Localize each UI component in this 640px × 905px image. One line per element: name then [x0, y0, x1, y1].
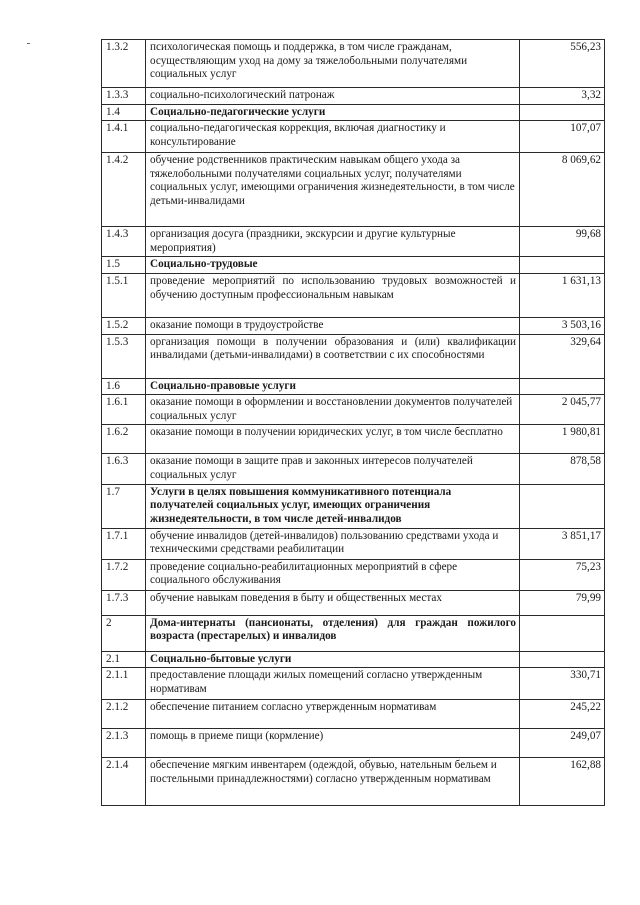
row-number: 1.5.3: [102, 334, 146, 378]
tariff-value: [520, 257, 605, 274]
service-description: психологическая помощь и поддержка, в том числе гражданам, осуществляющим уход на дому за тяжелобольными получателями социальных услуг: [146, 40, 520, 88]
service-row: [102, 334, 605, 378]
section-header-row: [102, 484, 605, 528]
row-number: 1.5: [102, 257, 146, 274]
service-row: [102, 668, 605, 700]
tariff-value: 75,23: [520, 559, 605, 590]
service-row: [102, 40, 605, 88]
row-number: 1.5.2: [102, 317, 146, 334]
section-header-row: [102, 651, 605, 668]
service-description: социально-психологический патронаж: [146, 88, 520, 105]
service-description: обучение навыкам поведения в быту и общественных местах: [146, 590, 520, 615]
row-number: 1.7.1: [102, 528, 146, 559]
service-description: социально-педагогическая коррекция, включая диагностику и консультирование: [146, 121, 520, 153]
service-row: [102, 454, 605, 484]
service-row: [102, 559, 605, 590]
tariff-value: 245,22: [520, 700, 605, 729]
service-description: обучение инвалидов (детей-инвалидов) пользованию средствами ухода и техническими средствами реабилитации: [146, 528, 520, 559]
tariff-value: 2 045,77: [520, 395, 605, 425]
service-description: предоставление площади жилых помещений согласно утвержденным нормативам: [146, 668, 520, 700]
scan-speck: [27, 43, 30, 44]
tariff-value: 162,88: [520, 758, 605, 806]
section-title: Социально-педагогические услуги: [146, 104, 520, 121]
service-description: проведение мероприятий по использованию трудовых возможностей и обучению доступным профессиональным навыкам: [146, 273, 520, 317]
row-number: 2: [102, 615, 146, 651]
row-number: 2.1: [102, 651, 146, 668]
service-description: обеспечение питанием согласно утвержденным нормативам: [146, 700, 520, 729]
tariff-value: 99,68: [520, 227, 605, 257]
row-number: 1.4: [102, 104, 146, 121]
tariff-value: [520, 615, 605, 651]
tariff-value: 3 851,17: [520, 528, 605, 559]
tariff-value: 330,71: [520, 668, 605, 700]
row-number: 1.7.3: [102, 590, 146, 615]
service-description: оказание помощи в трудоустройстве: [146, 317, 520, 334]
tariff-value: [520, 484, 605, 528]
row-number: 1.3.2: [102, 40, 146, 88]
tariff-value: 3 503,16: [520, 317, 605, 334]
service-description: организация досуга (праздники, экскурсии и другие культурные мероприятия): [146, 227, 520, 257]
service-row: [102, 121, 605, 153]
row-number: 1.4.3: [102, 227, 146, 257]
section-title: Социально-правовые услуги: [146, 378, 520, 395]
row-number: 1.4.2: [102, 153, 146, 227]
tariff-value: 249,07: [520, 729, 605, 758]
service-description: обеспечение мягким инвентарем (одеждой, обувью, нательным бельем и постельными принадлежностями) согласно утвержденным нормативам: [146, 758, 520, 806]
service-description: помощь в приеме пищи (кормление): [146, 729, 520, 758]
tariff-value: 8 069,62: [520, 153, 605, 227]
tariff-value: [520, 378, 605, 395]
service-row: [102, 729, 605, 758]
tariff-value: [520, 104, 605, 121]
service-description: оказание помощи в оформлении и восстановлении документов получателей социальных услуг: [146, 395, 520, 425]
row-number: 2.1.4: [102, 758, 146, 806]
section-title: Услуги в целях повышения коммуникативного потенциала получателей социальных услуг, имеющих ограничения жизнедеятельности, в том числе детей-инвалидов: [146, 484, 520, 528]
service-row: [102, 227, 605, 257]
row-number: 1.6.2: [102, 425, 146, 454]
service-description: организация помощи в получении образования и (или) квалификации инвалидами (детьми-инвалидами) в соответствии с их способностями: [146, 334, 520, 378]
service-row: [102, 395, 605, 425]
row-number: 1.7: [102, 484, 146, 528]
row-number: 1.4.1: [102, 121, 146, 153]
section-title: Дома-интернаты (пансионаты, отделения) для граждан пожилого возраста (престарелых) и инвалидов: [146, 615, 520, 651]
service-row: [102, 317, 605, 334]
row-number: 1.6: [102, 378, 146, 395]
tariff-value: 878,58: [520, 454, 605, 484]
tariff-value: 3,32: [520, 88, 605, 105]
row-number: 2.1.3: [102, 729, 146, 758]
tariff-value: 1 631,13: [520, 273, 605, 317]
tariff-value: 1 980,81: [520, 425, 605, 454]
section-title: Социально-трудовые: [146, 257, 520, 274]
row-number: 1.6.3: [102, 454, 146, 484]
service-row: [102, 273, 605, 317]
services-tariff-table: [101, 39, 605, 806]
section-header-row: [102, 257, 605, 274]
tariff-value: [520, 651, 605, 668]
section-header-row: [102, 615, 605, 651]
row-number: 1.7.2: [102, 559, 146, 590]
service-row: [102, 153, 605, 227]
tariff-value: 79,99: [520, 590, 605, 615]
row-number: 1.6.1: [102, 395, 146, 425]
service-row: [102, 88, 605, 105]
service-description: оказание помощи в получении юридических услуг, в том числе бесплатно: [146, 425, 520, 454]
tariff-value: 107,07: [520, 121, 605, 153]
section-header-row: [102, 378, 605, 395]
row-number: 2.1.2: [102, 700, 146, 729]
service-description: проведение социально-реабилитационных мероприятий в сфере социального обслуживания: [146, 559, 520, 590]
tariff-value: 556,23: [520, 40, 605, 88]
service-row: [102, 528, 605, 559]
service-row: [102, 758, 605, 806]
service-description: оказание помощи в защите прав и законных интересов получателей социальных услуг: [146, 454, 520, 484]
service-row: [102, 425, 605, 454]
row-number: 2.1.1: [102, 668, 146, 700]
section-title: Социально-бытовые услуги: [146, 651, 520, 668]
service-description: обучение родственников практическим навыкам общего ухода за тяжелобольными получателями социальных услуг, получателями социальных услуг, имеющими ограничения жизнедеятельности, в том числе детьми-инвалидами: [146, 153, 520, 227]
row-number: 1.5.1: [102, 273, 146, 317]
row-number: 1.3.3: [102, 88, 146, 105]
section-header-row: [102, 104, 605, 121]
tariff-value: 329,64: [520, 334, 605, 378]
service-row: [102, 590, 605, 615]
service-row: [102, 700, 605, 729]
